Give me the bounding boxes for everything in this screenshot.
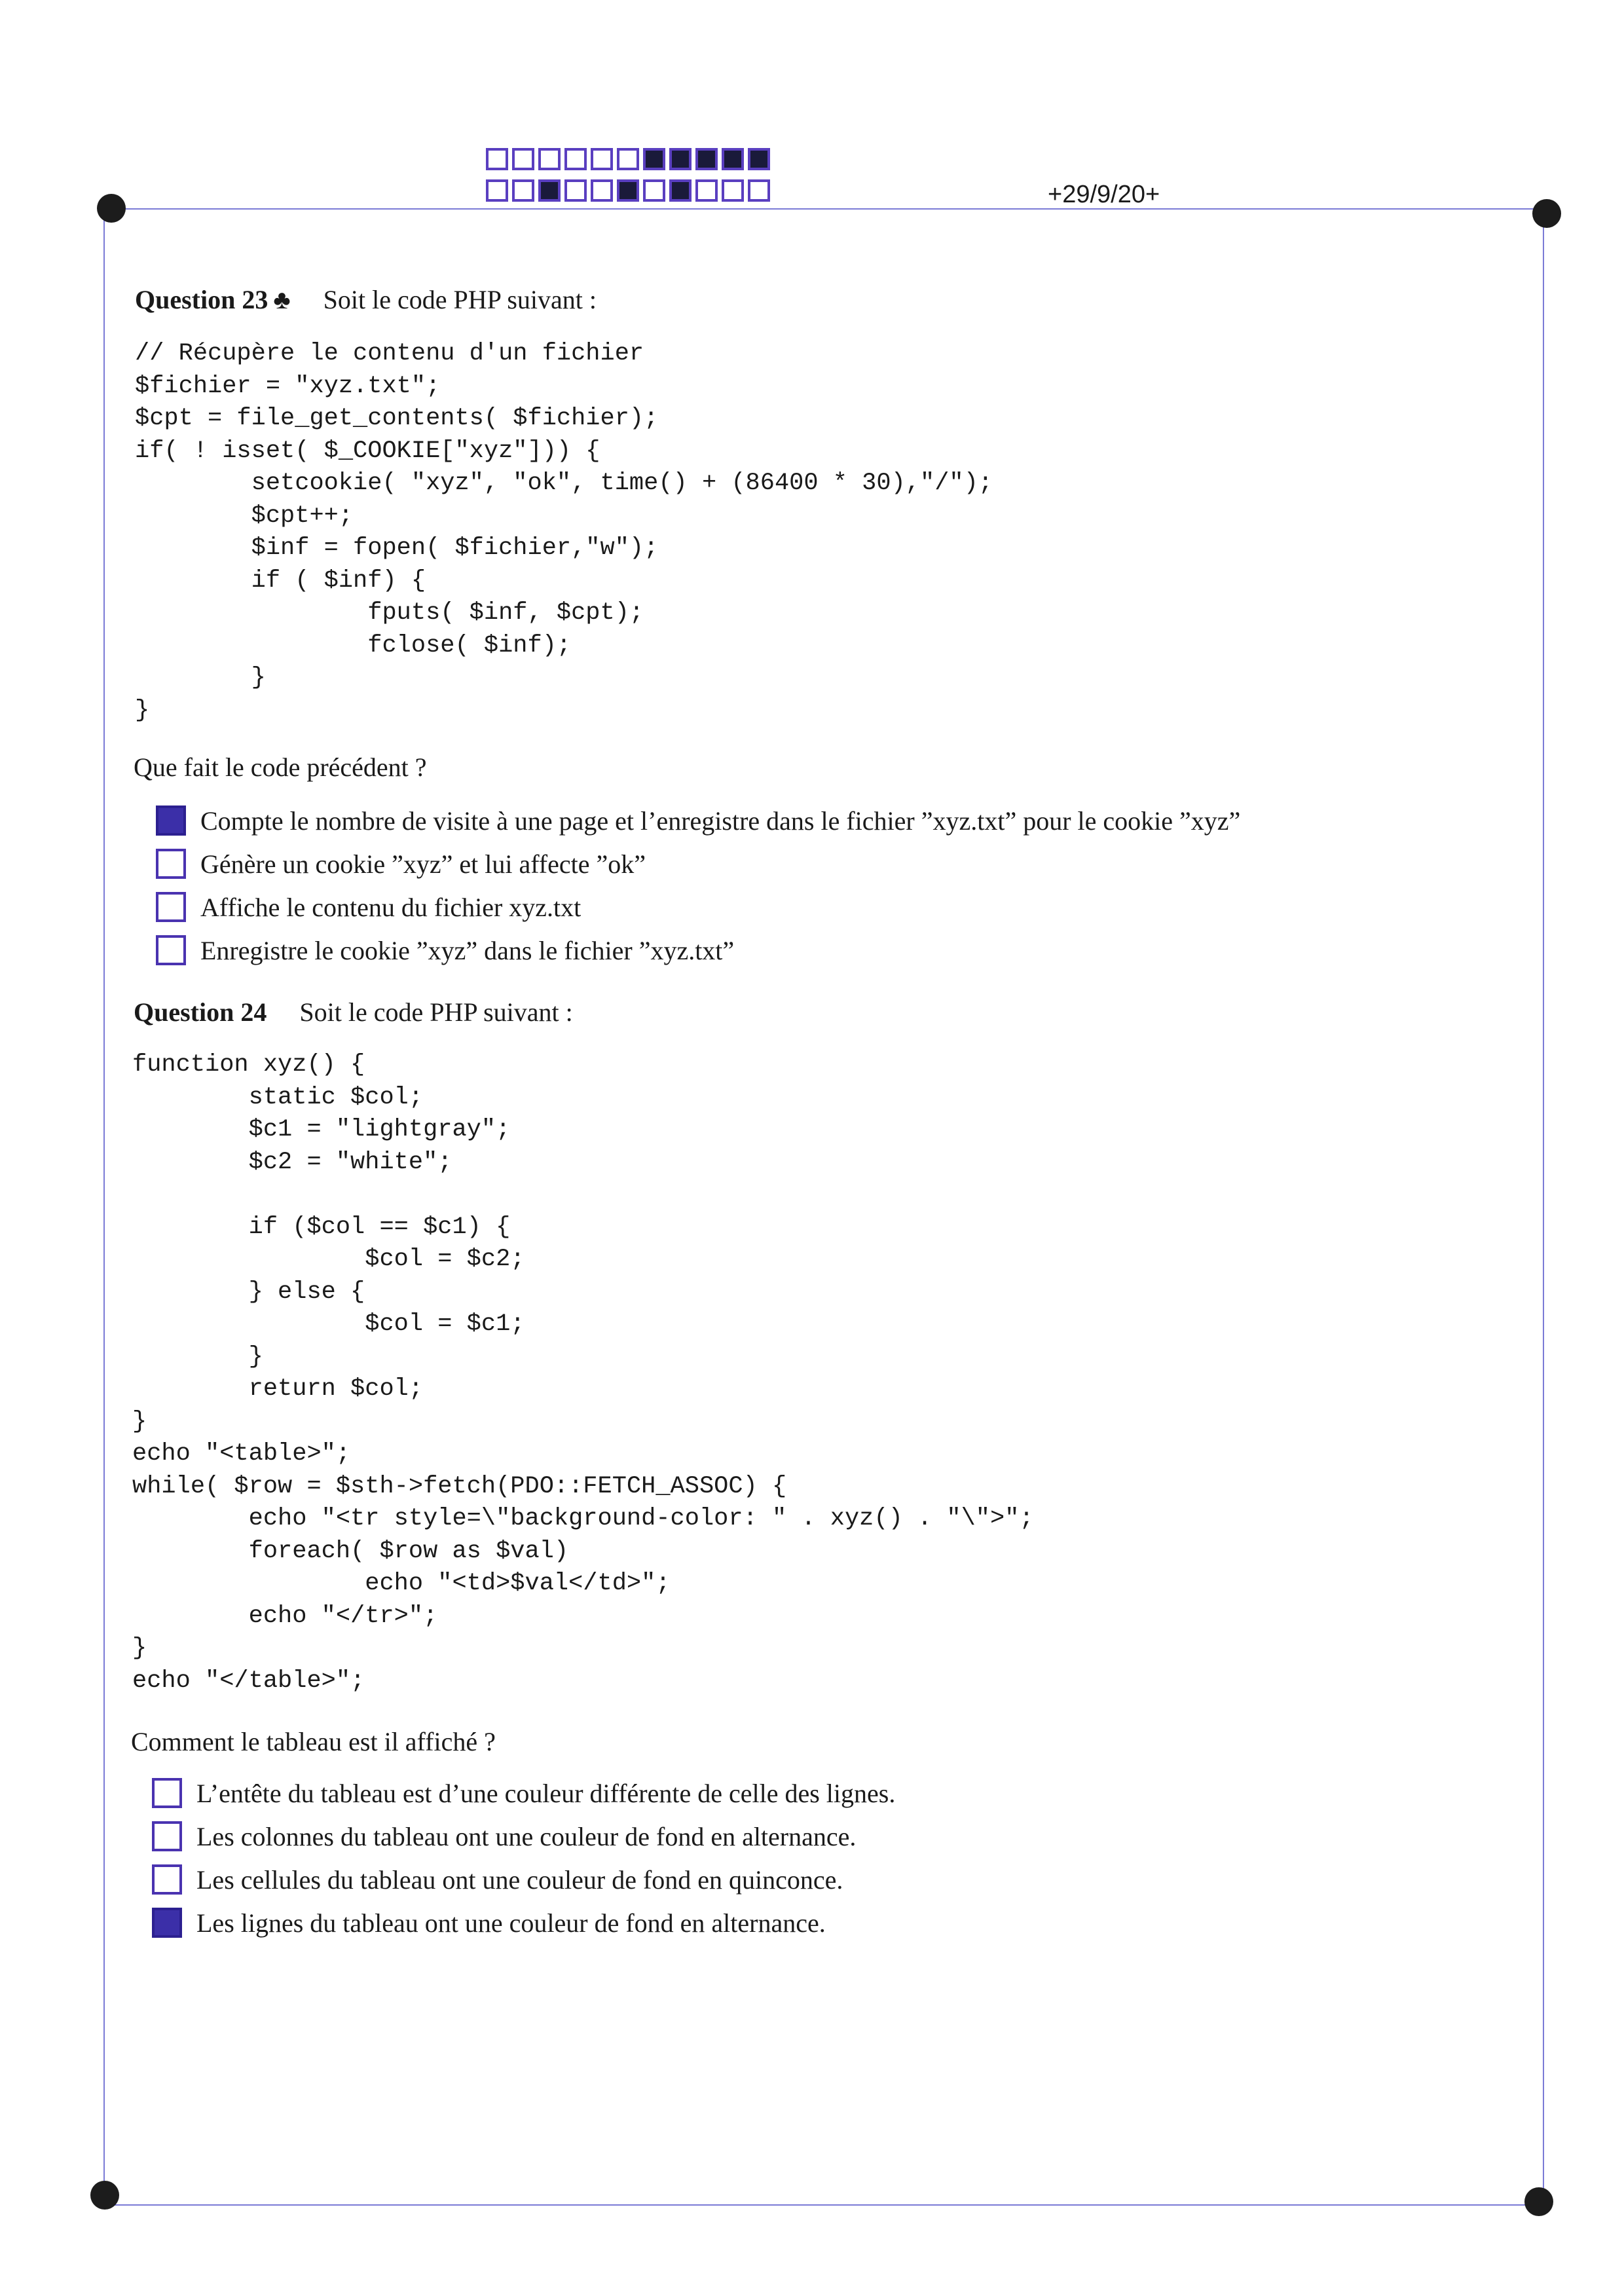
- club-icon: ♣: [273, 285, 291, 314]
- question-24-label: Question 24: [134, 997, 267, 1027]
- question-24-intro: Soit le code PHP suivant :: [299, 997, 573, 1027]
- barcode-bottom-cell: [669, 179, 692, 202]
- barcode-bottom-cell: [748, 179, 770, 202]
- barcode-bottom-cell: [617, 179, 639, 202]
- barcode-top-cell: [564, 148, 587, 170]
- barcode-bottom-cell: [591, 179, 613, 202]
- answer-option[interactable]: [156, 799, 1240, 842]
- barcode-top-cell: [538, 148, 561, 170]
- registration-mark-top-left: [97, 194, 126, 223]
- checkbox[interactable]: [156, 892, 186, 922]
- page-stamp: +29/9/20+: [1048, 181, 1160, 208]
- answer-text: Compte le nombre de visite à une page et l’enregistre dans le fichier ”xyz.txt” pour le cookie ”xyz”: [200, 805, 1241, 836]
- checkbox[interactable]: [156, 935, 186, 965]
- barcode-bottom-cell: [538, 179, 561, 202]
- question-23-heading: [135, 287, 597, 313]
- question-23-label: Question 23: [135, 285, 268, 314]
- registration-mark-top-right: [1532, 199, 1561, 228]
- question-23-answers: [156, 799, 1240, 972]
- answer-option[interactable]: [156, 885, 1240, 929]
- checkbox[interactable]: [152, 1821, 182, 1851]
- registration-mark-bottom-left: [90, 2181, 119, 2210]
- checkbox[interactable]: [152, 1778, 182, 1808]
- barcode-top-cell: [591, 148, 613, 170]
- barcode-bottom-cell: [564, 179, 587, 202]
- answer-text: Génère un cookie ”xyz” et lui affecte ”ok”: [200, 849, 646, 879]
- answer-text: Enregistre le cookie ”xyz” dans le fichier ”xyz.txt”: [200, 935, 735, 965]
- checkbox[interactable]: [152, 1864, 182, 1895]
- answer-text: Les colonnes du tableau ont une couleur de fond en alternance.: [196, 1821, 857, 1851]
- answer-option[interactable]: [152, 1901, 895, 1944]
- barcode-bottom-cell: [486, 179, 508, 202]
- checked-checkbox[interactable]: [156, 805, 186, 836]
- answer-option[interactable]: [152, 1815, 895, 1858]
- barcode-top-cell: [617, 148, 639, 170]
- barcode-top-cell: [669, 148, 692, 170]
- answer-text: L’entête du tableau est d’une couleur différente de celle des lignes.: [196, 1778, 896, 1808]
- barcode-top-cell: [643, 148, 665, 170]
- barcode-bottom-cell: [695, 179, 718, 202]
- answer-text: Les lignes du tableau ont une couleur de fond en alternance.: [196, 1908, 826, 1938]
- barcode-bottom: [486, 179, 774, 202]
- checked-checkbox[interactable]: [152, 1908, 182, 1938]
- barcode-bottom-cell: [643, 179, 665, 202]
- question-23-intro: Soit le code PHP suivant :: [323, 285, 597, 314]
- question-23-prompt: Que fait le code précédent ?: [134, 752, 427, 782]
- question-24-code: function xyz() { static $col; $c1 = "lightgray"; $c2 = "white"; if ($col == $c1) { $col = $c2; } else { $col = $c1; } return $col; } echo "<table>"; while( $row = $sth->fetch(PDO::FETCH_ASSOC) { echo "<tr style=\"background-color: " . xyz() . "\">"; foreach( $row as $val) echo "<td>$val</td>"; echo "</tr>"; } echo "</table>";: [132, 1051, 1034, 1695]
- question-23-code: // Récupère le contenu d'un fichier $fichier = "xyz.txt"; $cpt = file_get_contents( $fichier); if( ! isset( $_COOKIE["xyz"])) { setcookie( "xyz", "ok", time() + (86400 * 30),"/"); $cpt++; $inf = fopen( $fichier,"w"); if ( $inf) { fputs( $inf, $cpt); fclose( $inf); } }: [135, 340, 993, 724]
- registration-mark-bottom-right: [1524, 2187, 1553, 2216]
- answer-option[interactable]: [152, 1858, 895, 1901]
- barcode-bottom-cell: [512, 179, 534, 202]
- barcode-top-cell: [695, 148, 718, 170]
- answer-option[interactable]: [156, 929, 1240, 972]
- answer-option[interactable]: [152, 1771, 895, 1815]
- question-24-answers: [152, 1771, 895, 1944]
- barcode-top-cell: [748, 148, 770, 170]
- answer-text: Les cellules du tableau ont une couleur de fond en quinconce.: [196, 1864, 843, 1895]
- question-24-heading: [134, 999, 573, 1026]
- checkbox[interactable]: [156, 849, 186, 879]
- answer-text: Affiche le contenu du fichier xyz.txt: [200, 892, 581, 922]
- barcode-bottom-cell: [722, 179, 744, 202]
- barcode-top-cell: [512, 148, 534, 170]
- barcode-top-cell: [722, 148, 744, 170]
- barcode-top: [486, 148, 774, 170]
- question-24-prompt: Comment le tableau est il affiché ?: [131, 1727, 496, 1756]
- barcode-top-cell: [486, 148, 508, 170]
- answer-option[interactable]: [156, 842, 1240, 885]
